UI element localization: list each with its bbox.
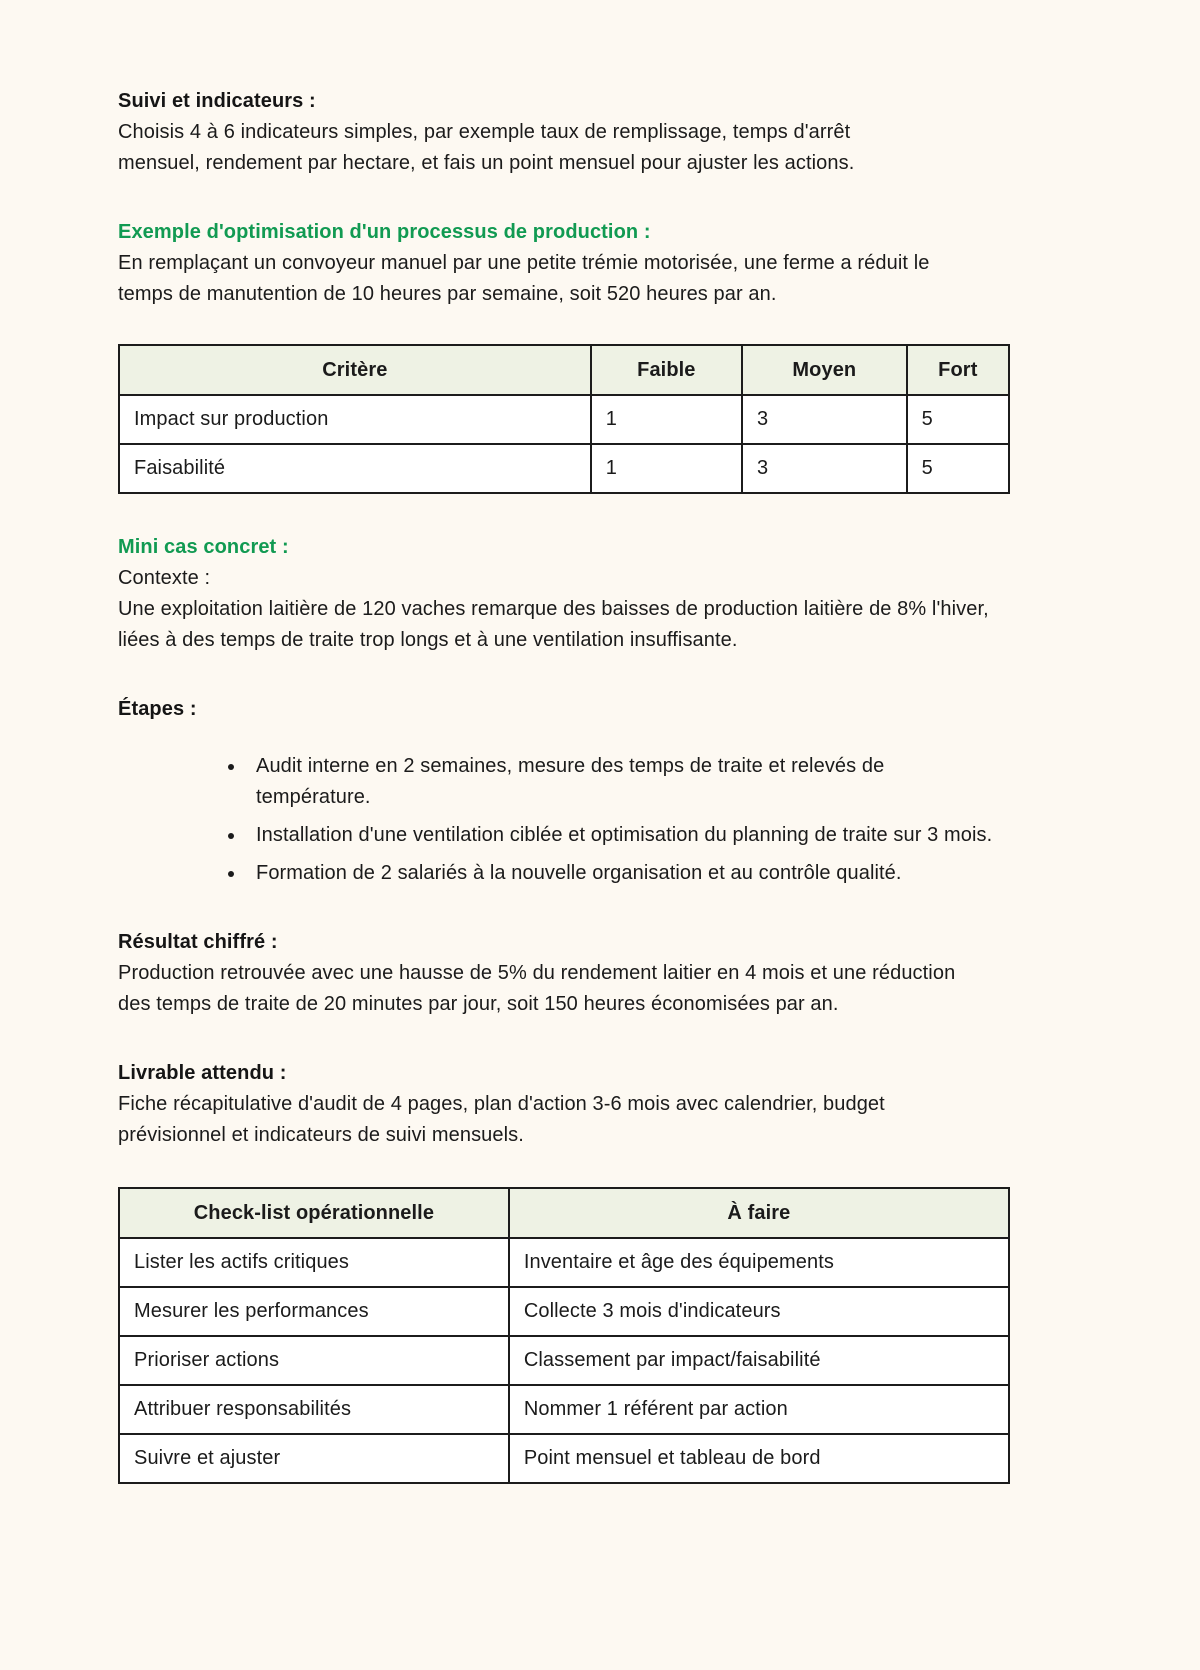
criteria-cell-value: 5 xyxy=(907,395,1009,444)
checklist-cell-todo: Nommer 1 référent par action xyxy=(509,1385,1009,1434)
section-body-livrable: Fiche récapitulative d'audit de 4 pages, plan d'action 3-6 mois avec calendrier, budget prévisionnel et indicateurs de suivi mensuels. xyxy=(118,1093,885,1146)
checklist-table xyxy=(118,1187,1010,1484)
table-row xyxy=(119,1385,1009,1434)
criteria-cell-value: 3 xyxy=(742,395,907,444)
steps-list xyxy=(118,751,1090,889)
checklist-header-afaire: À faire xyxy=(509,1188,1009,1238)
criteria-cell-value: 5 xyxy=(907,444,1009,493)
section-body-exemple: En remplaçant un convoyeur manuel par une petite trémie motorisée, une ferme a réduit le temps de manutention de 10 heures par semaine, soit 520 heures par an. xyxy=(118,252,930,305)
section-title-mini-cas: Mini cas concret : xyxy=(118,536,289,558)
criteria-header-critere: Critère xyxy=(119,345,591,395)
table-row xyxy=(119,444,1009,493)
checklist-cell-task: Attribuer responsabilités xyxy=(119,1385,509,1434)
table-row xyxy=(119,1434,1009,1483)
checklist-cell-todo: Point mensuel et tableau de bord xyxy=(509,1434,1009,1483)
section-body-mini-cas: Une exploitation laitière de 120 vaches remarque des baisses de production laitière de 8% l'hiver, liées à des temps de traite trop longs et à une ventilation insuffisante. xyxy=(118,598,989,651)
table-row xyxy=(119,395,1009,444)
checklist-cell-task: Lister les actifs critiques xyxy=(119,1238,509,1287)
checklist-header-checklist: Check-list opérationnelle xyxy=(119,1188,509,1238)
section-subtitle-contexte: Contexte : xyxy=(118,567,211,589)
section-title-suivi: Suivi et indicateurs : xyxy=(118,90,316,112)
checklist-cell-task: Prioriser actions xyxy=(119,1336,509,1385)
checklist-cell-todo: Classement par impact/faisabilité xyxy=(509,1336,1009,1385)
section-title-exemple: Exemple d'optimisation d'un processus de production : xyxy=(118,221,651,243)
section-body-suivi: Choisis 4 à 6 indicateurs simples, par exemple taux de remplissage, temps d'arrêt mensuel, rendement par hectare, et fais un point mensuel pour ajuster les actions. xyxy=(118,121,855,174)
checklist-cell-task: Suivre et ajuster xyxy=(119,1434,509,1483)
checklist-cell-task: Mesurer les performances xyxy=(119,1287,509,1336)
section-title-etapes: Étapes : xyxy=(118,698,197,720)
criteria-header-faible: Faible xyxy=(591,345,742,395)
section-title-resultat: Résultat chiffré : xyxy=(118,931,278,953)
list-item: • Formation de 2 salariés à la nouvelle organisation et au contrôle qualité. xyxy=(246,858,1036,889)
criteria-header-fort: Fort xyxy=(907,345,1009,395)
criteria-header-moyen: Moyen xyxy=(742,345,907,395)
table-row xyxy=(119,1336,1009,1385)
criteria-cell-value: 3 xyxy=(742,444,907,493)
criteria-table-header-row xyxy=(119,345,1009,395)
list-item: • Installation d'une ventilation ciblée et optimisation du planning de traite sur 3 mois. xyxy=(246,820,1024,851)
checklist-table-header-row xyxy=(119,1188,1009,1238)
criteria-cell-label: Faisabilité xyxy=(119,444,591,493)
table-row xyxy=(119,1287,1009,1336)
criteria-table xyxy=(118,344,1010,494)
table-row xyxy=(119,1238,1009,1287)
criteria-cell-value: 1 xyxy=(591,444,742,493)
criteria-cell-value: 1 xyxy=(591,395,742,444)
list-item: • Audit interne en 2 semaines, mesure des temps de traite et relevés de température. xyxy=(246,751,904,813)
section-body-resultat: Production retrouvée avec une hausse de 5% du rendement laitier en 4 mois et une réduction des temps de traite de 20 minutes par jour, soit 150 heures économisées par an. xyxy=(118,962,956,1015)
checklist-cell-todo: Collecte 3 mois d'indicateurs xyxy=(509,1287,1009,1336)
checklist-cell-todo: Inventaire et âge des équipements xyxy=(509,1238,1009,1287)
section-title-livrable: Livrable attendu : xyxy=(118,1062,287,1084)
criteria-cell-label: Impact sur production xyxy=(119,395,591,444)
